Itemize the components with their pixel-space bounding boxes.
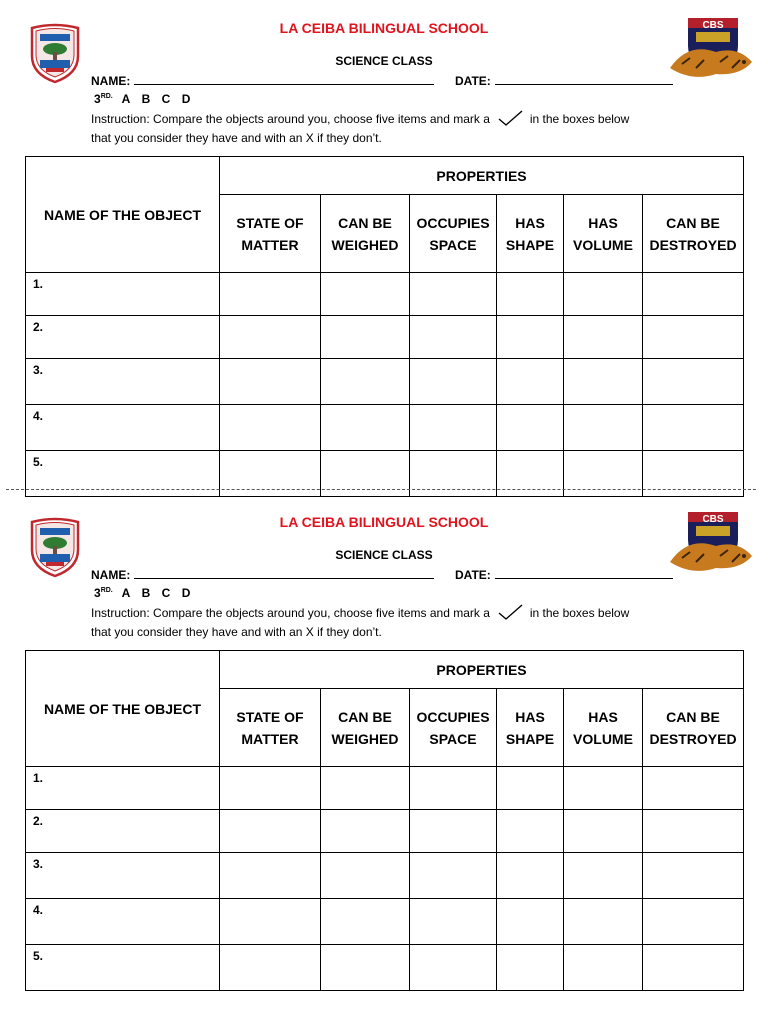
row-number[interactable]: 4. bbox=[26, 899, 220, 945]
cut-line-divider bbox=[6, 489, 756, 490]
object-name-header: NAME OF THE OBJECT bbox=[26, 157, 220, 273]
column-header: CAN BE DESTROYED bbox=[643, 195, 744, 273]
answer-cell[interactable] bbox=[410, 273, 497, 316]
worksheet-bottom bbox=[0, 494, 768, 984]
table-row bbox=[26, 945, 744, 991]
column-header: HAS VOLUME bbox=[564, 689, 643, 767]
name-field-row bbox=[91, 73, 434, 88]
section-option: B bbox=[141, 92, 151, 106]
properties-table bbox=[25, 650, 744, 991]
column-header: OCCUPIES SPACE bbox=[410, 195, 497, 273]
section-option: D bbox=[181, 586, 191, 600]
instruction-text bbox=[91, 110, 629, 148]
row-number[interactable]: 1. bbox=[26, 273, 220, 316]
column-header: HAS VOLUME bbox=[564, 195, 643, 273]
name-label: NAME: bbox=[91, 74, 131, 88]
answer-cell[interactable] bbox=[497, 899, 564, 945]
table-row bbox=[26, 810, 744, 853]
answer-cell[interactable] bbox=[410, 316, 497, 359]
answer-cell[interactable] bbox=[643, 405, 744, 451]
column-header: CAN BE WEIGHED bbox=[321, 689, 410, 767]
table-row bbox=[26, 316, 744, 359]
class-title: SCIENCE CLASS bbox=[335, 54, 433, 68]
class-title: SCIENCE CLASS bbox=[335, 548, 433, 562]
date-field-row bbox=[455, 73, 673, 88]
answer-cell[interactable] bbox=[643, 273, 744, 316]
answer-cell[interactable] bbox=[220, 853, 321, 899]
answer-cell[interactable] bbox=[220, 899, 321, 945]
answer-cell[interactable] bbox=[497, 359, 564, 405]
section-option: D bbox=[181, 92, 191, 106]
instruction-text-line2: that you consider they have and with an X if they don’t. bbox=[91, 625, 382, 639]
answer-cell[interactable] bbox=[321, 945, 410, 991]
column-header: HAS SHAPE bbox=[497, 195, 564, 273]
answer-cell[interactable] bbox=[643, 767, 744, 810]
answer-cell[interactable] bbox=[410, 810, 497, 853]
section-option: A bbox=[121, 92, 131, 106]
name-label: NAME: bbox=[91, 568, 131, 582]
answer-cell[interactable] bbox=[220, 810, 321, 853]
answer-cell[interactable] bbox=[497, 273, 564, 316]
table-row bbox=[26, 273, 744, 316]
answer-cell[interactable] bbox=[220, 316, 321, 359]
date-field-row bbox=[455, 567, 673, 582]
answer-cell[interactable] bbox=[497, 405, 564, 451]
school-name-title: LA CEIBA BILINGUAL SCHOOL bbox=[279, 20, 489, 36]
answer-cell[interactable] bbox=[497, 853, 564, 899]
column-header: CAN BE WEIGHED bbox=[321, 195, 410, 273]
row-number[interactable]: 2. bbox=[26, 810, 220, 853]
column-header: STATE OF MATTER bbox=[220, 689, 321, 767]
answer-cell[interactable] bbox=[564, 359, 643, 405]
answer-cell[interactable] bbox=[321, 899, 410, 945]
grade-number: 3 bbox=[94, 586, 101, 600]
instruction-text-part2: in the boxes below bbox=[529, 112, 630, 126]
row-number[interactable]: 5. bbox=[26, 451, 220, 497]
date-label: DATE: bbox=[455, 568, 491, 582]
table-row bbox=[26, 767, 744, 810]
date-blank-line[interactable] bbox=[495, 567, 673, 579]
answer-cell[interactable] bbox=[564, 405, 643, 451]
grade-number: 3 bbox=[94, 92, 101, 106]
grade-suffix: RD. bbox=[100, 587, 113, 594]
answer-cell[interactable] bbox=[564, 767, 643, 810]
answer-cell[interactable] bbox=[643, 945, 744, 991]
answer-cell[interactable] bbox=[564, 853, 643, 899]
name-blank-line[interactable] bbox=[134, 567, 434, 579]
answer-cell[interactable] bbox=[321, 359, 410, 405]
row-number[interactable]: 5. bbox=[26, 945, 220, 991]
instruction-text-line2: that you consider they have and with an X if they don’t. bbox=[91, 131, 382, 145]
answer-cell[interactable] bbox=[220, 273, 321, 316]
answer-cell[interactable] bbox=[410, 767, 497, 810]
section-option: C bbox=[161, 586, 171, 600]
name-blank-line[interactable] bbox=[134, 73, 434, 85]
answer-cell[interactable] bbox=[564, 899, 643, 945]
table-row bbox=[26, 405, 744, 451]
answer-cell[interactable] bbox=[564, 945, 643, 991]
answer-cell[interactable] bbox=[643, 899, 744, 945]
svg-text:CBS: CBS bbox=[702, 20, 724, 31]
object-name-header: NAME OF THE OBJECT bbox=[26, 651, 220, 767]
column-header: CAN BE DESTROYED bbox=[643, 689, 744, 767]
answer-cell[interactable] bbox=[321, 405, 410, 451]
school-name-title: LA CEIBA BILINGUAL SCHOOL bbox=[279, 514, 489, 530]
row-number[interactable]: 4. bbox=[26, 405, 220, 451]
answer-cell[interactable] bbox=[321, 853, 410, 899]
answer-cell[interactable] bbox=[564, 810, 643, 853]
grade-suffix: RD. bbox=[100, 93, 113, 100]
grade-sections-row bbox=[94, 586, 198, 600]
properties-header: PROPERTIES bbox=[220, 157, 744, 195]
row-number[interactable]: 2. bbox=[26, 316, 220, 359]
name-field-row bbox=[91, 567, 434, 582]
answer-cell[interactable] bbox=[410, 405, 497, 451]
date-blank-line[interactable] bbox=[495, 73, 673, 85]
answer-cell[interactable] bbox=[220, 359, 321, 405]
table-row bbox=[26, 359, 744, 405]
answer-cell[interactable] bbox=[643, 853, 744, 899]
answer-cell[interactable] bbox=[410, 945, 497, 991]
answer-cell[interactable] bbox=[564, 273, 643, 316]
answer-cell[interactable] bbox=[497, 767, 564, 810]
checkmark-icon bbox=[496, 604, 524, 620]
answer-cell[interactable] bbox=[321, 273, 410, 316]
answer-cell[interactable] bbox=[220, 945, 321, 991]
column-header: OCCUPIES SPACE bbox=[410, 689, 497, 767]
table-row bbox=[26, 899, 744, 945]
svg-text:CBS: CBS bbox=[702, 514, 724, 525]
row-number[interactable]: 3. bbox=[26, 853, 220, 899]
answer-cell[interactable] bbox=[643, 316, 744, 359]
section-option: B bbox=[141, 586, 151, 600]
column-header: STATE OF MATTER bbox=[220, 195, 321, 273]
instruction-text-part2: in the boxes below bbox=[529, 606, 630, 620]
instruction-text-part1: Instruction: Compare the objects around you, choose five items and mark a bbox=[91, 606, 490, 620]
section-option: C bbox=[161, 92, 171, 106]
answer-cell[interactable] bbox=[497, 316, 564, 359]
answer-cell[interactable] bbox=[643, 810, 744, 853]
column-header: HAS SHAPE bbox=[497, 689, 564, 767]
answer-cell[interactable] bbox=[410, 359, 497, 405]
date-label: DATE: bbox=[455, 74, 491, 88]
answer-cell[interactable] bbox=[321, 767, 410, 810]
answer-cell[interactable] bbox=[410, 899, 497, 945]
properties-header: PROPERTIES bbox=[220, 651, 744, 689]
section-option: A bbox=[121, 586, 131, 600]
answer-cell[interactable] bbox=[321, 810, 410, 853]
table-row bbox=[26, 853, 744, 899]
answer-cell[interactable] bbox=[220, 767, 321, 810]
instruction-text-part1: Instruction: Compare the objects around you, choose five items and mark a bbox=[91, 112, 490, 126]
answer-cell[interactable] bbox=[643, 359, 744, 405]
worksheet-top bbox=[0, 0, 768, 490]
answer-cell[interactable] bbox=[497, 810, 564, 853]
properties-table bbox=[25, 156, 744, 497]
row-number[interactable]: 1. bbox=[26, 767, 220, 810]
grade-sections-row bbox=[94, 92, 198, 106]
row-number[interactable]: 3. bbox=[26, 359, 220, 405]
answer-cell[interactable] bbox=[321, 316, 410, 359]
instruction-text bbox=[91, 604, 629, 642]
answer-cell[interactable] bbox=[564, 316, 643, 359]
checkmark-icon bbox=[496, 110, 524, 126]
answer-cell[interactable] bbox=[220, 405, 321, 451]
answer-cell[interactable] bbox=[410, 853, 497, 899]
answer-cell[interactable] bbox=[497, 945, 564, 991]
